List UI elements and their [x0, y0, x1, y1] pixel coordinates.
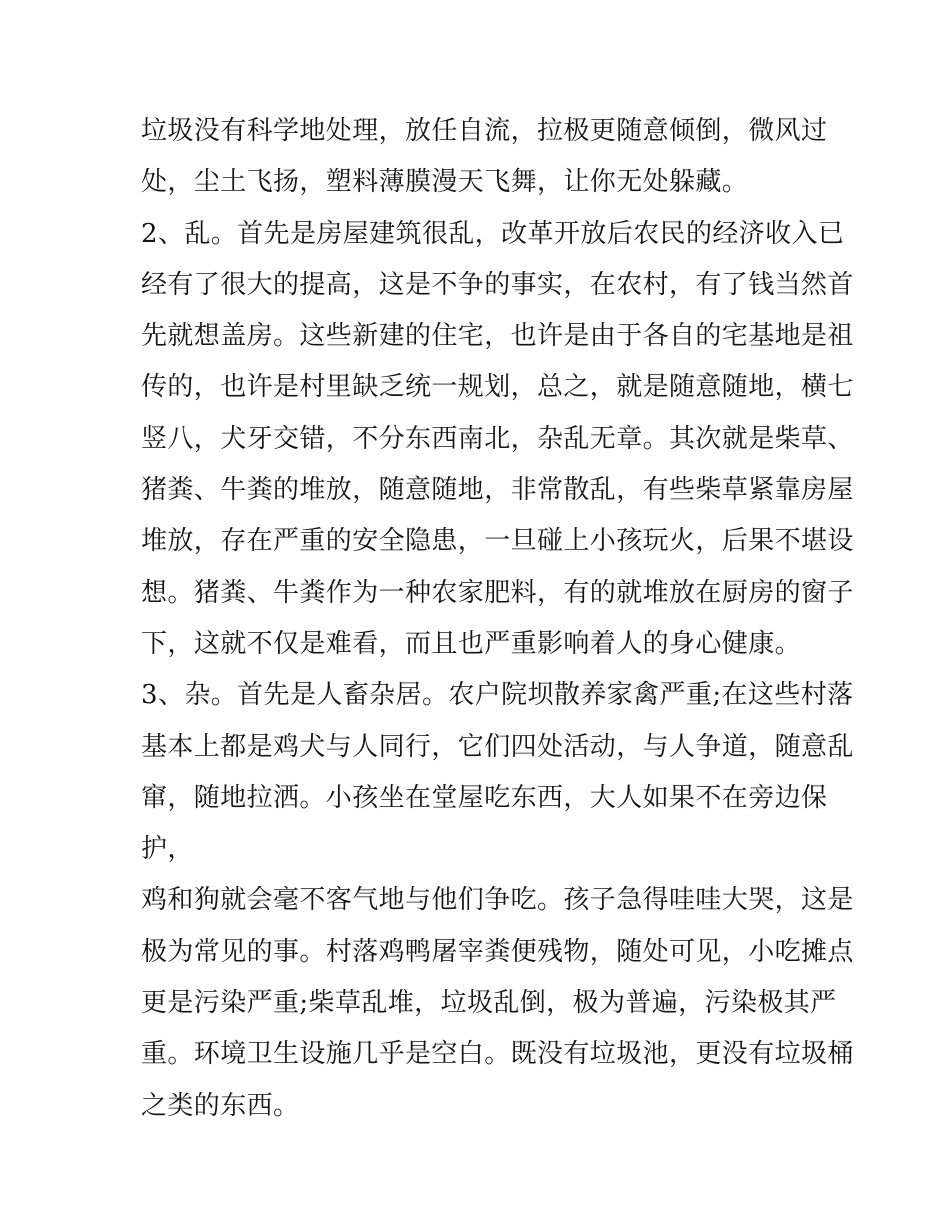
- text-line: 窜，随地拉洒。小孩坐在堂屋吃东西，大人如果不在旁边保: [141, 782, 828, 813]
- text-line: 先就想盖房。这些新建的住宅，也许是由于各自的宅基地是祖: [141, 321, 854, 352]
- text-line: 传的，也许是村里缺乏统一规划，总之，就是随意随地，横七: [141, 372, 854, 403]
- text-line: 竖八，犬牙交错，不分东西南北，杂乱无章。其次就是柴草、: [141, 423, 854, 454]
- text-line: 更是污染严重;柴草乱堆，垃圾乱倒，极为普遍，污染极其严: [141, 988, 837, 1019]
- text-line: 鸡和狗就会毫不客气地与他们争吃。孩子急得哇哇大哭，这是: [141, 885, 854, 916]
- text-line: 下，这就不仅是难看，而且也严重影响着人的身心健康。: [141, 628, 802, 659]
- text-line: 垃圾没有科学地处理，放任自流，拉极更随意倾倒，微风过: [141, 116, 828, 146]
- text-line: 堆放，存在严重的安全隐患，一旦碰上小孩玩火，后果不堪设: [141, 526, 854, 557]
- text-line: 2、乱。首先是房屋建筑很乱，改革开放后农民的经济收入已: [141, 218, 845, 249]
- text-line: 基本上都是鸡犬与人同行，它们四处活动，与人争道，随意乱: [141, 731, 854, 762]
- text-line: 极为常见的事。村落鸡鸭屠宰粪便残物，随处可见，小吃摊点: [141, 936, 854, 967]
- text-line: 处，尘土飞扬，塑料薄膜漫天飞舞，让你无处躲藏。: [141, 167, 749, 198]
- text-line: 猪粪、牛粪的堆放，随意随地，非常散乱，有些柴草紧靠房屋: [141, 475, 854, 506]
- text-line: 护，: [141, 834, 194, 865]
- text-line: 重。环境卫生设施几乎是空白。既没有垃圾池，更没有垃圾桶: [141, 1039, 854, 1070]
- text-line: 想。猪粪、牛粪作为一种农家肥料，有的就堆放在厨房的窗子: [141, 577, 854, 608]
- text-line: 3、杂。首先是人畜杂居。农户院坝散养家禽严重;在这些村落: [141, 680, 854, 711]
- text-line: 之类的东西。: [141, 1090, 300, 1121]
- text-line: 经有了很大的提高，这是不争的事实，在农村，有了钱当然首: [141, 269, 854, 300]
- body-text: [141, 106, 854, 1132]
